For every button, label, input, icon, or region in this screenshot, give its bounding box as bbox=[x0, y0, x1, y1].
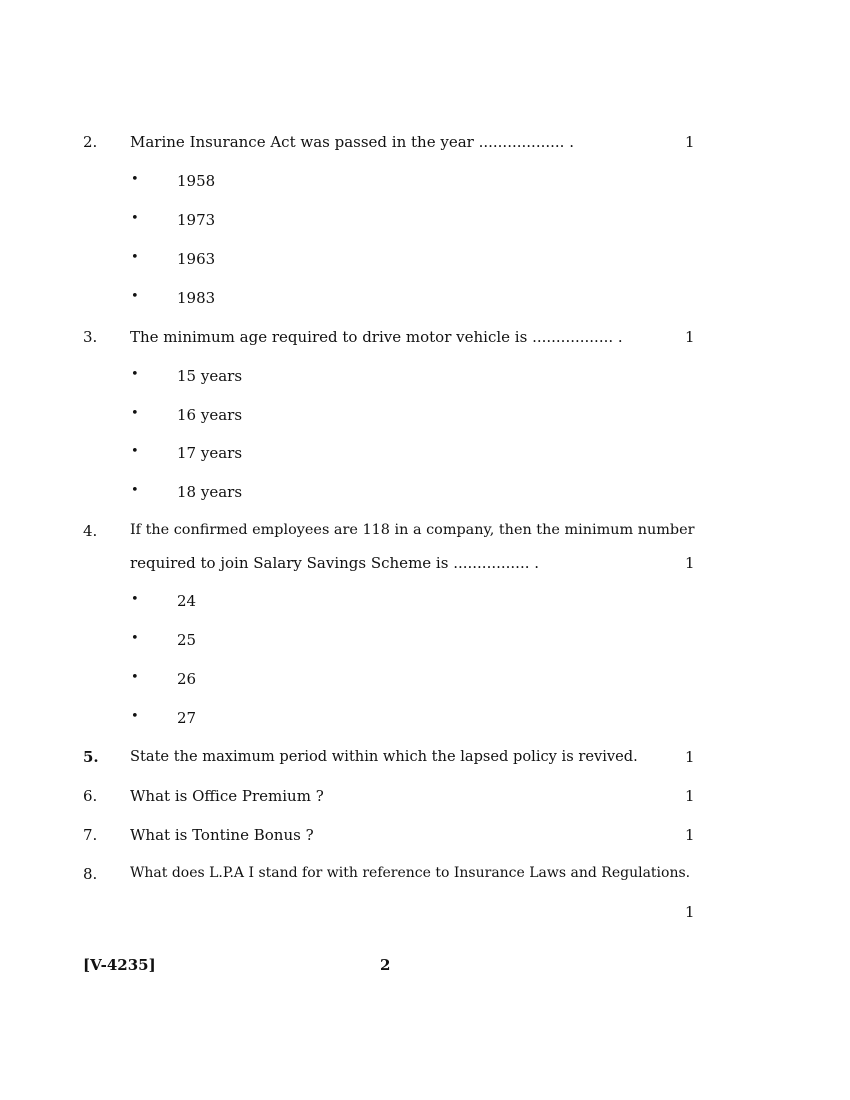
question-text-line2: required to join Salary Savings Scheme is ................ . bbox=[130, 554, 540, 572]
question-text: What is Office Premium ? bbox=[130, 787, 324, 805]
bullet-icon: • bbox=[131, 670, 139, 685]
question-number: 7. bbox=[83, 826, 98, 844]
bullet-icon: • bbox=[131, 592, 139, 607]
bullet-icon: • bbox=[131, 289, 139, 304]
option-text: 1983 bbox=[177, 289, 216, 307]
question-text: Marine Insurance Act was passed in the year .................. . bbox=[130, 133, 574, 151]
option-text: 26 bbox=[177, 670, 197, 688]
option-text: 25 bbox=[177, 631, 197, 649]
bullet-icon: • bbox=[131, 211, 139, 226]
question-number: 5. bbox=[83, 748, 99, 766]
option-text: 17 years bbox=[177, 444, 243, 462]
question-marks: 1 bbox=[685, 826, 695, 844]
bullet-icon: • bbox=[131, 172, 139, 187]
question-marks: 1 bbox=[685, 554, 695, 572]
question-text: State the maximum period within which the lapsed policy is revived. bbox=[130, 748, 638, 765]
option-text: 27 bbox=[177, 709, 197, 727]
bullet-icon: • bbox=[131, 250, 139, 265]
bullet-icon: • bbox=[131, 367, 139, 382]
question-marks: 1 bbox=[685, 748, 695, 766]
option-text: 1973 bbox=[177, 211, 216, 229]
option-text: 15 years bbox=[177, 367, 243, 385]
option-text: 16 years bbox=[177, 406, 243, 424]
option-text: 1963 bbox=[177, 250, 216, 268]
bullet-icon: • bbox=[131, 483, 139, 498]
question-marks: 1 bbox=[685, 903, 695, 921]
option-text: 18 years bbox=[177, 483, 243, 501]
question-text: The minimum age required to drive motor vehicle is ................. . bbox=[130, 328, 623, 346]
paper-code: [V-4235] bbox=[83, 956, 156, 974]
question-number: 3. bbox=[83, 328, 98, 346]
option-text: 1958 bbox=[177, 172, 216, 190]
bullet-icon: • bbox=[131, 709, 139, 724]
bullet-icon: • bbox=[131, 631, 139, 646]
option-text: 24 bbox=[177, 592, 197, 610]
bullet-icon: • bbox=[131, 444, 139, 459]
page-number: 2 bbox=[380, 956, 391, 974]
bullet-icon: • bbox=[131, 406, 139, 421]
question-marks: 1 bbox=[685, 328, 695, 346]
question-marks: 1 bbox=[685, 133, 695, 151]
question-marks: 1 bbox=[685, 787, 695, 805]
question-text-line1: If the confirmed employees are 118 in a company, then the minimum number bbox=[130, 522, 695, 538]
question-number: 2. bbox=[83, 133, 98, 151]
question-number: 4. bbox=[83, 522, 98, 540]
question-text: What is Tontine Bonus ? bbox=[130, 826, 314, 844]
question-number: 6. bbox=[83, 787, 98, 805]
question-number: 8. bbox=[83, 865, 98, 883]
question-text: What does L.P.A I stand for with reference to Insurance Laws and Regulations. bbox=[130, 865, 691, 881]
